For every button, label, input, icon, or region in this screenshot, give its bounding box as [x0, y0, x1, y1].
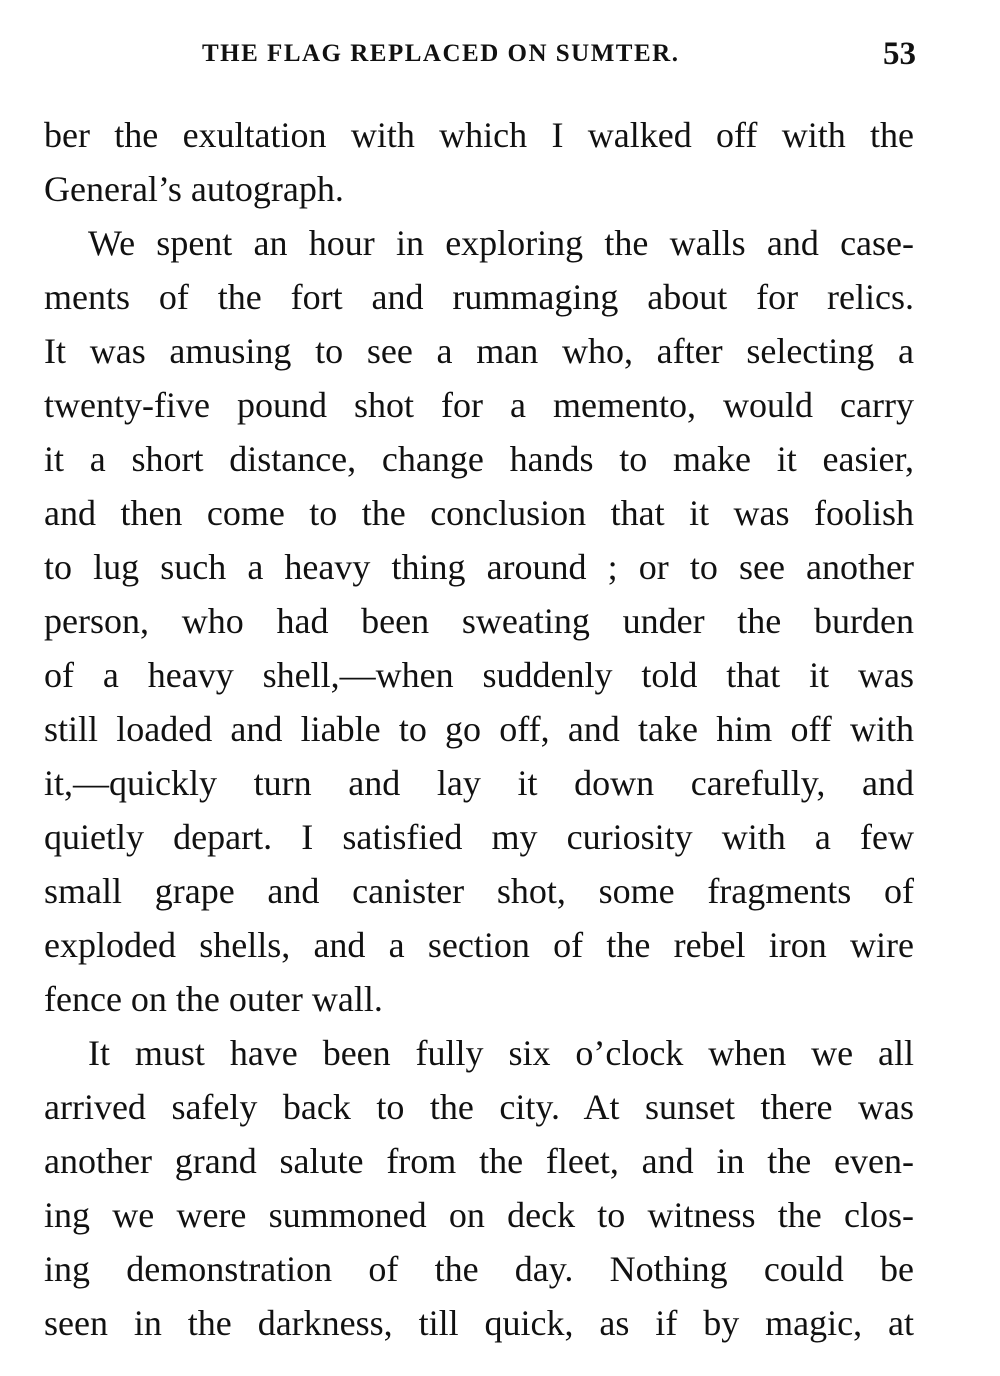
- text-line: to lug such a heavy thing around ; or to see another: [44, 547, 914, 587]
- body-text: [44, 108, 914, 1350]
- text-line: person, who had been sweating under the burden: [44, 601, 914, 641]
- text-line: of a heavy shell,—when suddenly told that it was: [44, 655, 914, 695]
- text-line: and then come to the conclusion that it was foolish: [44, 493, 914, 533]
- text-line: ing demonstration of the day. Nothing could be: [44, 1249, 914, 1289]
- running-title: THE FLAG REPLACED ON SUMTER.: [202, 40, 680, 67]
- text-line: still loaded and liable to go off, and take him off with: [44, 709, 914, 749]
- running-head: [44, 34, 916, 78]
- text-line: arrived safely back to the city. At sunset there was: [44, 1087, 914, 1127]
- text-line: seen in the darkness, till quick, as if by magic, at: [44, 1303, 914, 1343]
- text-line: it a short distance, change hands to make it easier,: [44, 439, 914, 479]
- text-line: exploded shells, and a section of the rebel iron wire: [44, 925, 914, 965]
- text-line: quietly depart. I satisfied my curiosity with a few: [44, 817, 914, 857]
- text-line: General’s autograph.: [44, 169, 344, 209]
- text-line: It was amusing to see a man who, after selecting a: [44, 331, 914, 371]
- paragraph-start-line: It must have been fully six o’clock when we all: [88, 1033, 914, 1073]
- text-line: another grand salute from the fleet, and in the even-: [44, 1141, 914, 1181]
- text-line: fence on the outer wall.: [44, 979, 383, 1019]
- text-line: it,—quickly turn and lay it down carefully, and: [44, 763, 914, 803]
- text-line: small grape and canister shot, some fragments of: [44, 871, 914, 911]
- paragraph-start-line: We spent an hour in exploring the walls and case-: [88, 223, 914, 263]
- text-line: ing we were summoned on deck to witness the clos-: [44, 1195, 914, 1235]
- text-line: ments of the fort and rummaging about for relics.: [44, 277, 914, 317]
- text-line: twenty-five pound shot for a memento, would carry: [44, 385, 914, 425]
- page-number: 53: [883, 36, 916, 72]
- text-line: ber the exultation with which I walked off with the: [44, 115, 914, 155]
